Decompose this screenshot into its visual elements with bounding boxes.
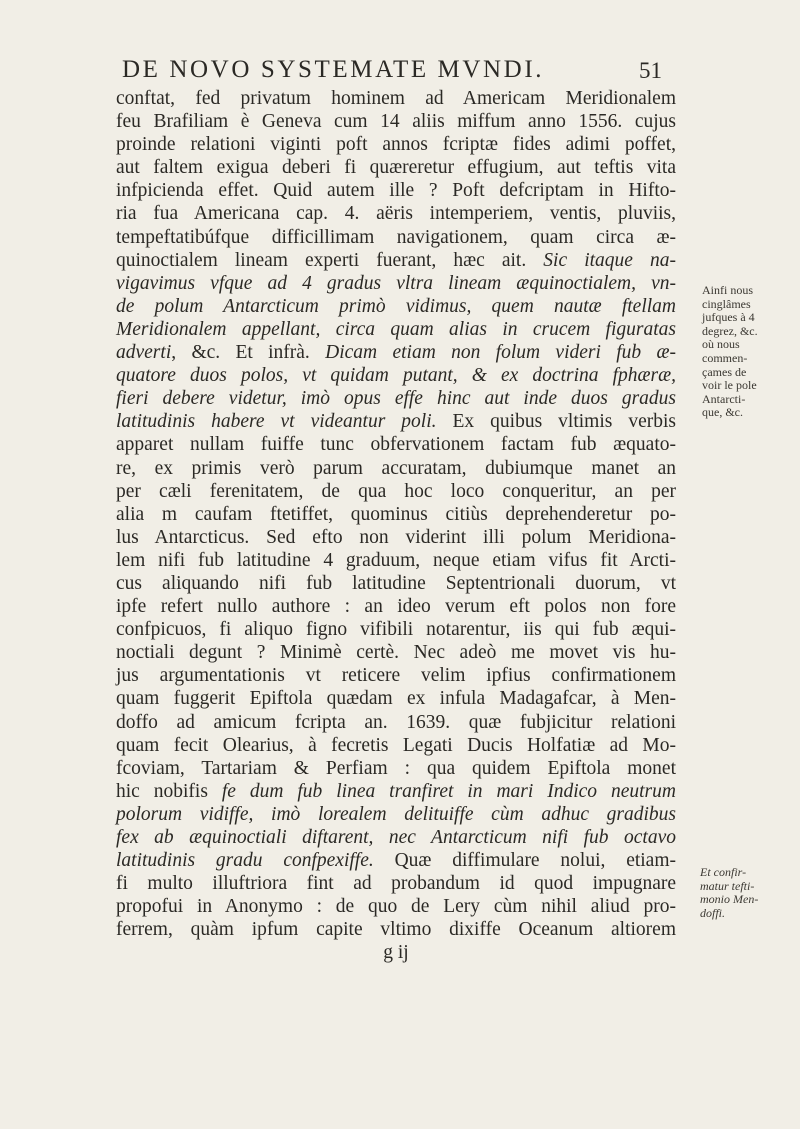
margin-note-line: où nous	[702, 337, 740, 352]
text-line	[116, 572, 676, 595]
text-line	[116, 503, 676, 526]
text-line	[116, 664, 676, 687]
text-line	[116, 641, 676, 664]
text-segment: lus Antarcticus. Sed efto non viderint illi polum Meridiona-	[116, 526, 676, 548]
margin-note-line: jufques à 4	[702, 310, 755, 325]
margin-note-line: matur tefti-	[700, 878, 755, 893]
text-line	[116, 734, 676, 757]
text-segment: conftat, fed privatum hominem ad Americam Meridionalem	[116, 88, 676, 109]
text-line	[116, 341, 676, 364]
italic-quote-segment: fieri debere videtur, imò opus effe hinc aut inde duos gradus	[116, 388, 676, 410]
margin-note-line: çames de	[702, 364, 747, 379]
italic-quote-segment: quatore duos polos, vt quidam putant, & ex doctrina fphæræ,	[116, 365, 676, 387]
text-segment: ria fua Americana cap. 4. aëris intemperiem, ventis, pluviis,	[116, 203, 676, 225]
text-segment: Ex quibus vltimis verbis	[436, 411, 676, 433]
italic-quote-segment: polorum vidiffe, imò lorealem delituiffe cùm adhuc gradibus	[116, 803, 676, 825]
text-line	[116, 295, 676, 318]
margin-note-line: Antarcti-	[702, 391, 746, 406]
text-segment: ferrem, quàm ipfum capite vltimo dixiffe Oceanum altiorem	[116, 919, 676, 941]
margin-note-line: doffi.	[700, 905, 726, 920]
text-line	[116, 711, 676, 734]
header-title: DE NOVO SYSTEMATE MVNDI.	[122, 56, 545, 83]
text-line	[116, 826, 676, 849]
italic-quote-segment: Sic itaque na-	[543, 249, 676, 271]
text-line	[116, 202, 676, 225]
text-line	[116, 595, 676, 618]
italic-quote-segment: latitudinis gradu confpexiffe.	[116, 850, 374, 872]
text-line	[116, 457, 676, 480]
text-segment: quam fuggerit Epiftola quædam ex infula Madagafcar, à Men-	[116, 688, 676, 710]
text-line	[116, 849, 676, 872]
text-segment: Quæ diffimulare nolui, etiam-	[373, 850, 676, 872]
text-segment: ipfe refert nullo authore : an ideo verum eft polos non fore	[116, 596, 676, 618]
text-line	[116, 318, 676, 341]
margin-note-french	[702, 284, 758, 420]
text-segment: infpicienda effet. Quid autem ille ? Poft defcriptam in Hifto-	[116, 180, 676, 202]
italic-quote-segment: latitudinis habere vt videantur poli.	[116, 411, 437, 433]
text-segment: cus aliquando nifi fub latitudine Septentrionali duorum, vt	[116, 572, 676, 594]
text-segment: noctiali degunt ? Minimè certè. Nec adeò me movet vis hu-	[116, 642, 676, 664]
italic-quote-segment: fex ab æquinoctiali diftarent, nec Antarcticum nifi fub octavo	[116, 827, 676, 848]
text-line	[116, 272, 676, 295]
margin-note-line: commen-	[702, 350, 748, 365]
text-line	[116, 133, 676, 156]
text-segment: fi multo illuftriora fint ad probandum id quod impugnare	[116, 873, 676, 895]
text-line	[116, 757, 676, 780]
text-segment: fcoviam, Tartariam & Perfiam : qua quidem Epiftola monet	[116, 757, 676, 779]
text-line	[116, 387, 676, 410]
text-line	[116, 618, 676, 641]
running-header	[122, 56, 662, 90]
text-line	[116, 110, 676, 133]
text-segment: re, ex primis verò parum accuratam, dubiumque manet an	[116, 457, 676, 479]
margin-note-line: cinglâmes	[702, 296, 751, 311]
text-line	[116, 687, 676, 710]
text-segment: feu Brafiliam è Geneva cum 14 aliis miffum anno 1556. cujus	[116, 111, 676, 133]
text-segment: quinoctialem lineam experti fuerant, hæc ait.	[116, 249, 544, 271]
text-line	[116, 803, 676, 826]
italic-quote-segment: adverti	[116, 342, 172, 364]
text-line	[116, 480, 676, 503]
italic-quote-segment: Dicam etiam non folum videri fub æ-	[325, 342, 676, 364]
text-segment: jus argumentationis vt reticere velim ipfius confirmationem	[116, 665, 676, 687]
text-segment: confpicuos, fi aliquo figno vifibili notarentur, iis qui fub æqui-	[116, 619, 676, 641]
text-segment: aut faltem exigua deberi fi quæreretur effugium, aut teftis vita	[116, 157, 676, 179]
text-segment: hic nobifis	[116, 780, 222, 802]
text-segment: doffo ad amicum fcripta an. 1639. quæ fubjicitur relationi	[116, 711, 676, 733]
text-segment: lem nifi fub latitudine 4 graduum, neque etiam vifus fit Arcti-	[116, 549, 676, 571]
margin-note-latin	[700, 866, 758, 920]
margin-note-line: voir le pole	[702, 378, 757, 393]
margin-note-line: que, &c.	[702, 405, 743, 420]
text-line	[116, 872, 676, 895]
margin-note-line: degrez, &c.	[702, 323, 758, 338]
signature-mark	[116, 941, 676, 964]
text-line	[116, 780, 676, 803]
text-segment: tempeftatibúfque difficillimam navigationem, quam circa æ-	[116, 226, 676, 248]
text-line	[116, 410, 676, 433]
text-line	[116, 249, 676, 272]
text-line	[116, 433, 676, 456]
text-line	[116, 87, 676, 110]
text-line	[116, 918, 676, 941]
text-segment: , &c. Et infrà.	[171, 342, 326, 364]
page-number: 51	[639, 58, 662, 83]
italic-quote-segment: fe dum fub linea tranfiret in mari Indico neutrum	[221, 780, 676, 802]
main-text-block	[116, 87, 676, 965]
text-line	[116, 526, 676, 549]
text-line	[116, 895, 676, 918]
text-line	[116, 549, 676, 572]
text-segment: per cæli ferenitatem, de qua hoc loco conqueritur, an per	[116, 480, 676, 502]
text-segment: propofui in Anonymo : de quo de Lery cùm nihil aliud pro-	[116, 896, 676, 918]
text-segment: proinde relationi viginti poft annos fcriptæ fides adimi poffet,	[116, 134, 676, 156]
italic-quote-segment: de polum Antarcticum primò vidimus, quem nautæ ftellam	[116, 295, 676, 317]
text-line	[116, 156, 676, 179]
text-segment: quam fecit Olearius, à fecretis Legati Ducis Holfatiæ ad Mo-	[116, 734, 676, 756]
italic-quote-segment: vigavimus vfque ad 4 gradus vltra lineam æquinoctialem, vn-	[116, 272, 676, 294]
text-segment: g ij	[383, 942, 409, 964]
margin-note-line: Et confir-	[700, 865, 747, 879]
margin-note-line: Ainfi nous	[702, 283, 753, 297]
text-line	[116, 226, 676, 249]
text-line	[116, 179, 676, 202]
text-line	[116, 364, 676, 387]
margin-note-line: monio Men-	[700, 892, 759, 907]
italic-quote-segment: Meridionalem appellant, circa quam alias in crucem figuratas	[116, 318, 676, 340]
text-segment: alia m caufam ftetiffet, quominus citiùs deprehenderetur po-	[116, 503, 676, 525]
text-segment: apparet nullam fuiffe tunc obfervationem factam fub æquato-	[116, 434, 676, 456]
